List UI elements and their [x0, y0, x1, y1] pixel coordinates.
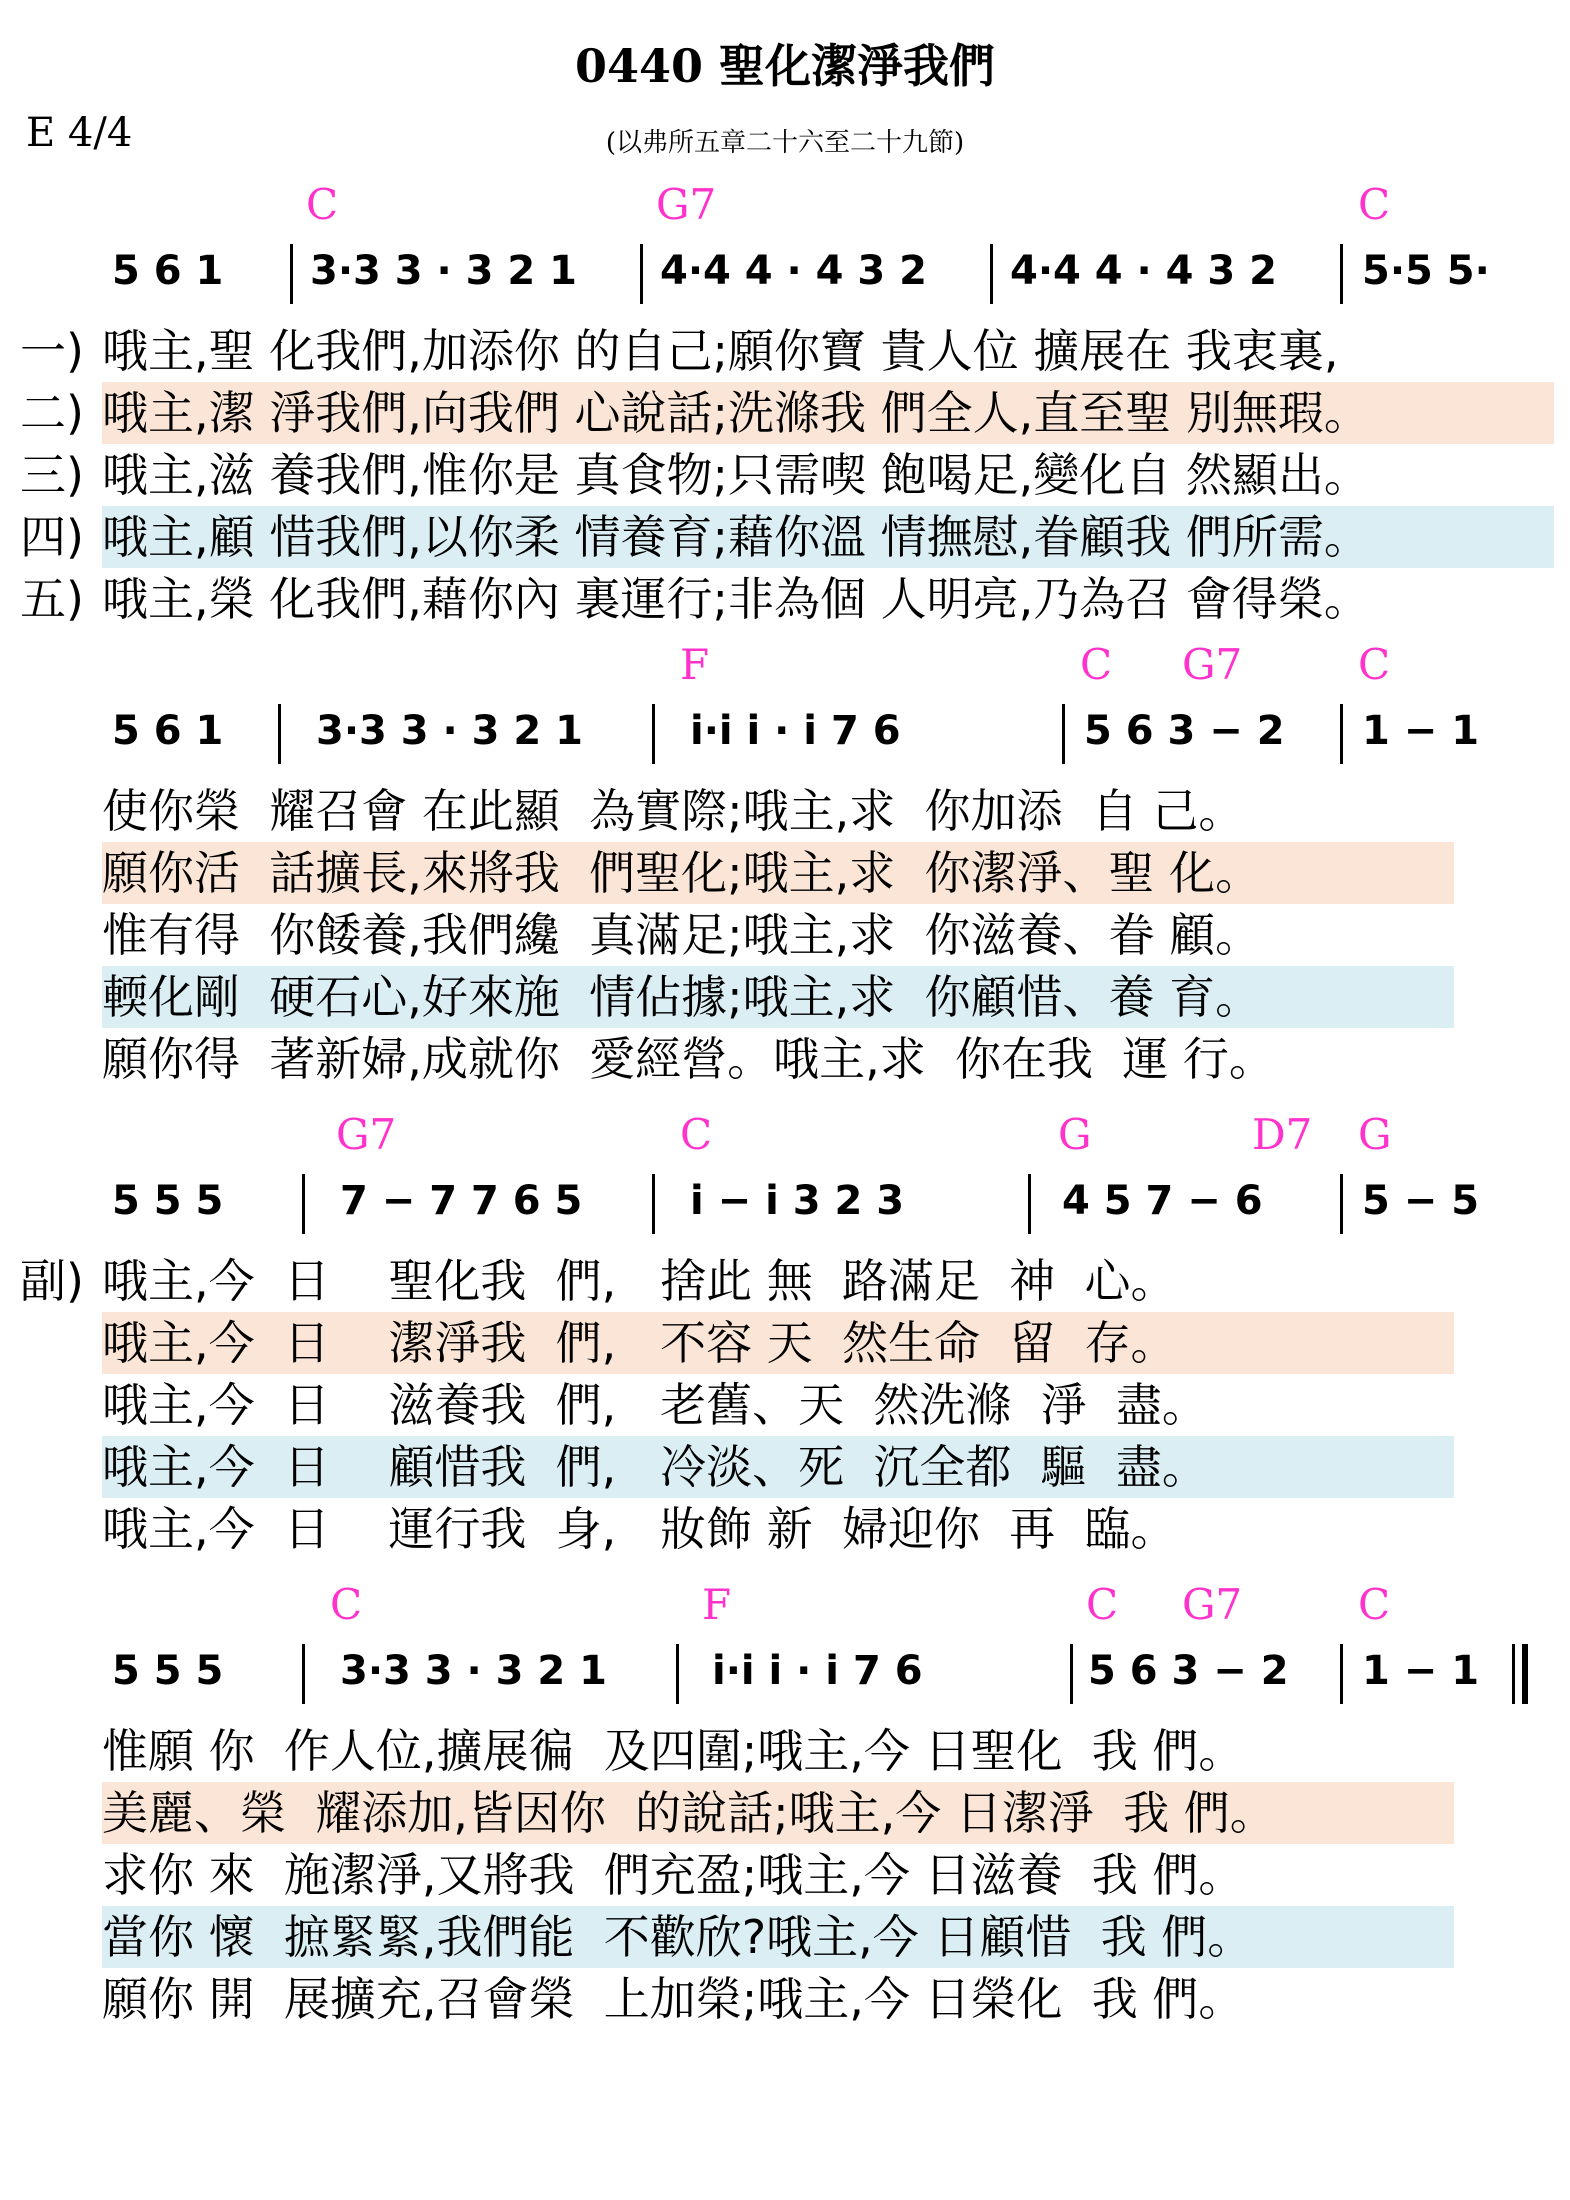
chord: C — [1358, 640, 1391, 689]
verse-label: 二) — [20, 386, 84, 440]
lyric-line: 願你得 著新婦,成就你 愛經營。哦主,求 你在我 運 行。 — [102, 1032, 1275, 1086]
chord: G7 — [656, 180, 717, 229]
final-bar-line — [1522, 1644, 1528, 1704]
bar-line — [290, 244, 293, 304]
bar-line — [652, 704, 655, 764]
lyric-line: 哦主,今 日 運行我 身, 妝飾 新 婦迎你 再 臨。 — [102, 1502, 1177, 1556]
measure-notes: i − i 3 2 3 — [690, 1178, 905, 1224]
lyric-line: 哦主,聖 化我們,加添你 的自己;願你寶 貴人位 擴展在 我衷裏, — [102, 324, 1339, 378]
measure-notes: 7 − 7 7 6 5 — [340, 1178, 583, 1224]
measure-notes: 3·3 3 · 3 2 1 — [316, 708, 584, 754]
lyric-line: 哦主,今 日 顧惜我 們, 冷淡、死 沉全都 驅 盡。 — [102, 1440, 1208, 1494]
final-bar-line — [1512, 1644, 1515, 1704]
measure-notes: 5 6 1 — [112, 708, 224, 754]
lyric-line: 輭化剛 硬石心,好來施 情佔據;哦主,求 你顧惜、養 育。 — [102, 970, 1262, 1024]
measure-notes: 1 − 1 — [1362, 708, 1480, 754]
chord: G — [1058, 1110, 1092, 1159]
bar-line — [640, 244, 643, 304]
song-title: 0440 聖化潔淨我們 — [574, 39, 996, 93]
lyric-line: 使你榮 耀召會 在此顯 為實際;哦主,求 你加添 自 己。 — [102, 784, 1245, 838]
lyric-line: 願你活 話擴長,來將我 們聖化;哦主,求 你潔淨、聖 化。 — [102, 846, 1262, 900]
chord: C — [680, 1110, 713, 1159]
bar-line — [1062, 704, 1065, 764]
measure-notes: 5 6 3 − 2 — [1088, 1648, 1289, 1694]
scripture-reference: (以弗所五章二十六至二十九節) — [605, 128, 965, 158]
lyric-line: 哦主,今 日 潔淨我 們, 不容 天 然生命 留 存。 — [102, 1316, 1177, 1370]
bar-line — [302, 1644, 305, 1704]
measure-notes: 4 5 7 − 6 — [1062, 1178, 1263, 1224]
measure-notes: i·i i · i 7 6 — [690, 708, 901, 754]
bar-line — [1340, 704, 1343, 764]
measure-notes: 5 − 5 — [1362, 1178, 1480, 1224]
chord: F — [702, 1580, 732, 1629]
measure-notes: 5 6 1 — [112, 248, 224, 294]
chord: C — [1358, 1580, 1391, 1629]
lyric-line: 哦主,顧 惜我們,以你柔 情養育;藉你溫 情撫慰,眷顧我 們所需。 — [102, 510, 1370, 564]
lyric-line: 哦主,潔 淨我們,向我們 心說話;洗滌我 們全人,直至聖 別無瑕。 — [102, 386, 1370, 440]
lyric-line: 願你 開 展擴充,召會榮 上加榮;哦主,今 日榮化 我 們。 — [102, 1972, 1245, 2026]
lyric-line: 美麗、榮 耀添加,皆因你 的說話;哦主,今 日潔淨 我 們。 — [102, 1786, 1276, 1840]
bar-line — [1340, 1174, 1343, 1234]
lyric-line: 惟願 你 作人位,擴展徧 及四圍;哦主,今 日聖化 我 們。 — [102, 1724, 1245, 1778]
chord: C — [1080, 640, 1113, 689]
lyric-line: 當你 懷 摭緊緊,我們能 不歡欣?哦主,今 日顧惜 我 們。 — [102, 1910, 1254, 1964]
measure-notes: 4·4 4 · 4 3 2 — [660, 248, 928, 294]
bar-line — [652, 1174, 655, 1234]
chord: G7 — [1182, 640, 1243, 689]
verse-label: 一) — [20, 324, 84, 378]
chord: C — [330, 1580, 363, 1629]
chord: C — [306, 180, 339, 229]
lyric-line: 哦主,榮 化我們,藉你內 裏運行;非為個 人明亮,乃為召 會得榮。 — [102, 572, 1370, 626]
bar-line — [990, 244, 993, 304]
lyric-line: 求你 來 施潔淨,又將我 們充盈;哦主,今 日滋養 我 們。 — [102, 1848, 1245, 1902]
bar-line — [1028, 1174, 1031, 1234]
lyric-line: 哦主,滋 養我們,惟你是 真食物;只需喫 飽喝足,變化自 然顯出。 — [102, 448, 1370, 502]
verse-label: 五) — [20, 572, 84, 626]
chord: C — [1086, 1580, 1119, 1629]
lyric-line: 惟有得 你餧養,我們纔 真滿足;哦主,求 你滋養、眷 顧。 — [102, 908, 1262, 962]
measure-notes: 5·5 5· — [1362, 248, 1490, 294]
measure-notes: 4·4 4 · 4 3 2 — [1010, 248, 1278, 294]
measure-notes: 3·3 3 · 3 2 1 — [340, 1648, 608, 1694]
chord: F — [680, 640, 710, 689]
bar-line — [1070, 1644, 1073, 1704]
lyric-line: 哦主,今 日 滋養我 們, 老舊、天 然洗滌 淨 盡。 — [102, 1378, 1208, 1432]
verse-label: 四) — [20, 510, 84, 564]
measure-notes: 5 6 3 − 2 — [1084, 708, 1285, 754]
measure-notes: 5 5 5 — [112, 1648, 224, 1694]
measure-notes: 1 − 1 — [1362, 1648, 1480, 1694]
bar-line — [676, 1644, 679, 1704]
measure-notes: 5 5 5 — [112, 1178, 224, 1224]
chord: C — [1358, 180, 1391, 229]
chord: G7 — [336, 1110, 397, 1159]
lyric-line: 哦主,今 日 聖化我 們, 捨此 無 路滿足 神 心。 — [102, 1254, 1177, 1308]
measure-notes: i·i i · i 7 6 — [712, 1648, 923, 1694]
chord: G7 — [1182, 1580, 1243, 1629]
chord: G — [1358, 1110, 1392, 1159]
bar-line — [1340, 244, 1343, 304]
key-signature: E 4/4 — [26, 110, 133, 156]
bar-line — [278, 704, 281, 764]
measure-notes: 3·3 3 · 3 2 1 — [310, 248, 578, 294]
bar-line — [1340, 1644, 1343, 1704]
refrain-label: 副) — [20, 1254, 84, 1308]
verse-label: 三) — [20, 448, 84, 502]
bar-line — [302, 1174, 305, 1234]
chord: D7 — [1252, 1110, 1313, 1159]
